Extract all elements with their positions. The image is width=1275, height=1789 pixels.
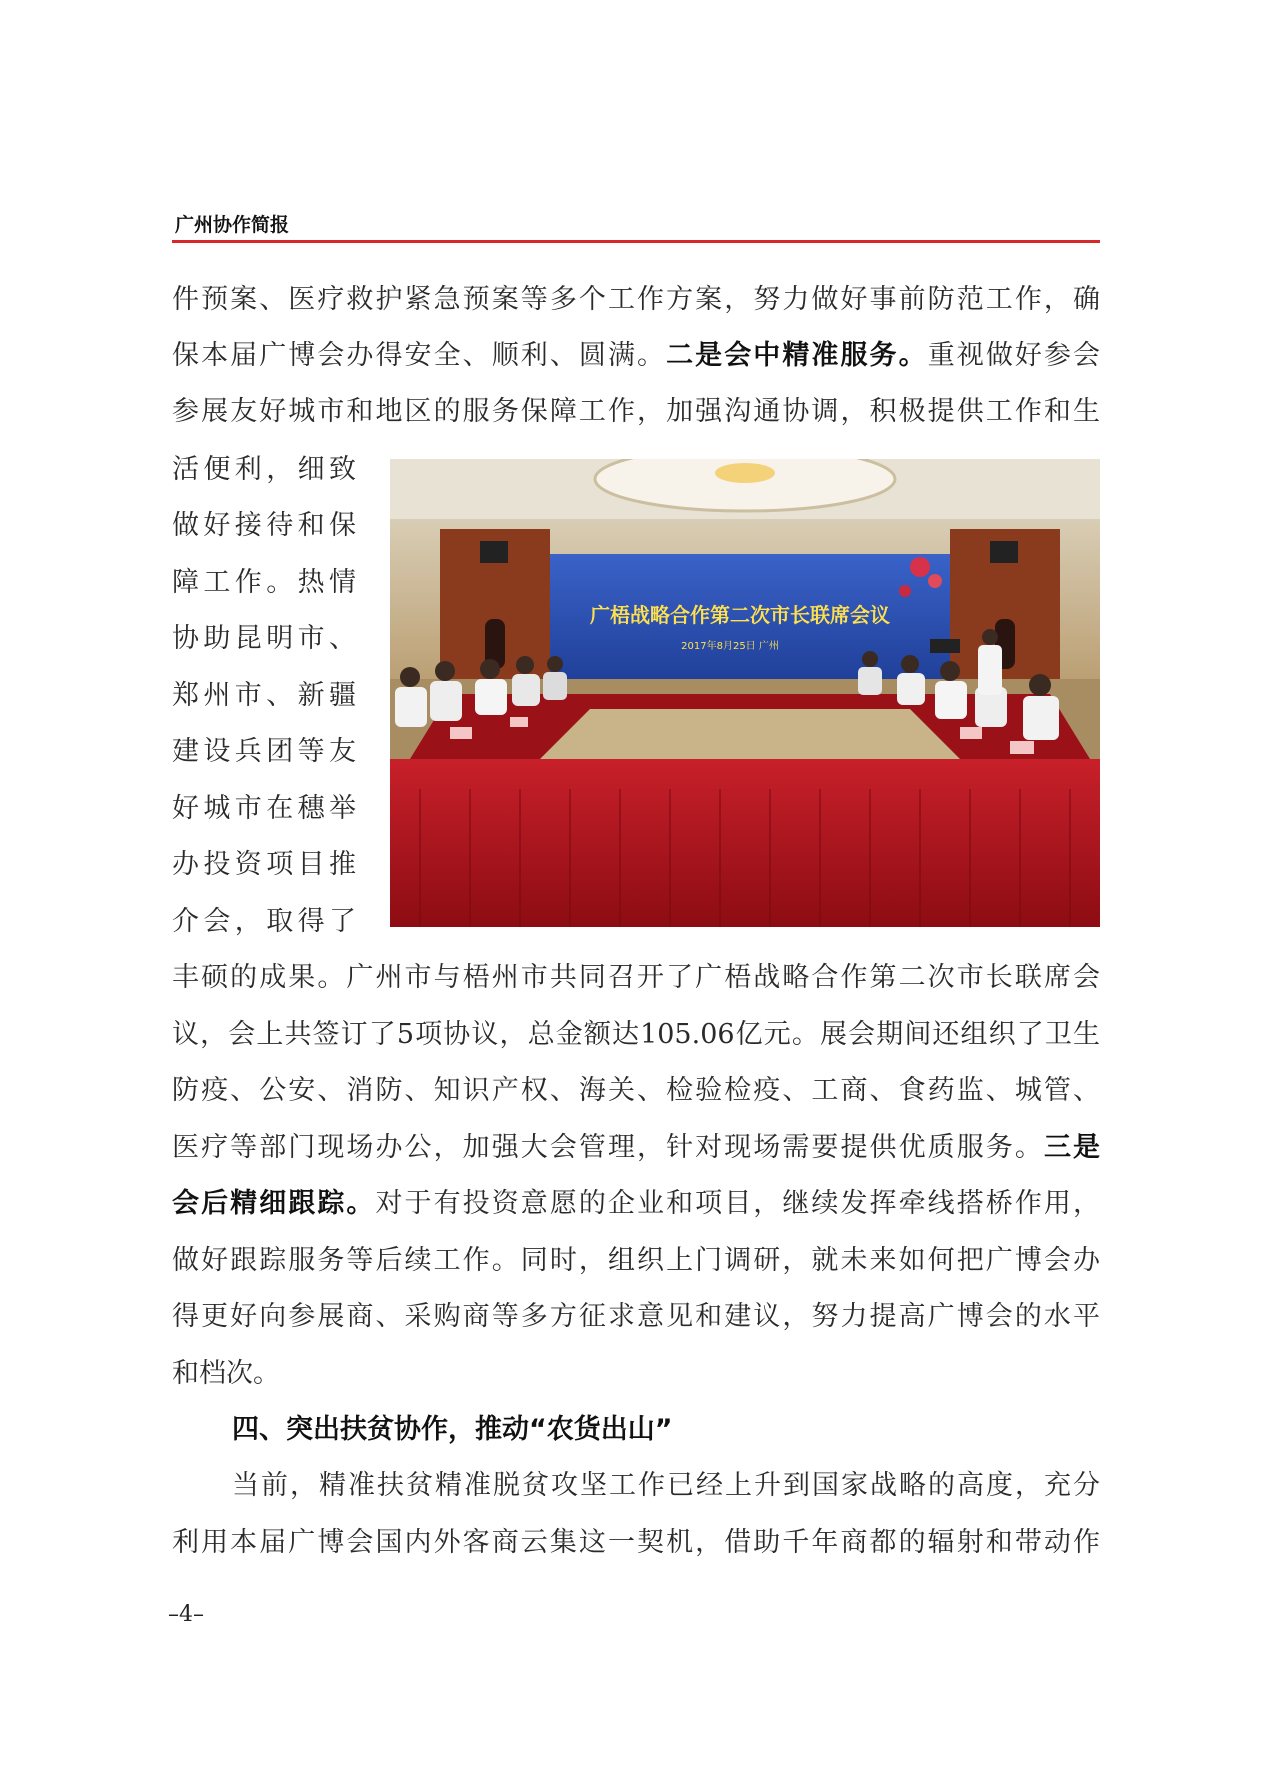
wrap-line: 介会，取得了 xyxy=(172,906,356,937)
bold-phrase: 三是 xyxy=(1043,1132,1101,1163)
body-line: 议，会上共签订了5项协议，总金额达105.06亿元。展会期间还组织了卫生 xyxy=(172,1019,1100,1050)
meeting-photo xyxy=(390,459,1100,927)
body-line xyxy=(172,1130,1100,1166)
speaker-left xyxy=(480,541,508,563)
page-number: –4– xyxy=(168,1602,204,1627)
chandelier xyxy=(715,463,775,483)
plum-blossom xyxy=(899,585,911,597)
center-carpet xyxy=(540,709,960,759)
wrap-line: 办投资项目推 xyxy=(172,849,356,880)
camera xyxy=(930,639,960,653)
text-run: 保本届广博会办得安全、顺利、圆满。 xyxy=(172,340,667,371)
header-divider xyxy=(172,240,1100,243)
body-line: 得更好向参展商、采购商等多方征求意见和建议，努力提高广博会的水平 xyxy=(172,1301,1100,1332)
bold-phrase: 会后精细跟踪。 xyxy=(172,1188,376,1219)
text-run: 医疗等部门现场办公，加强大会管理，针对现场需要提供优质服务。 xyxy=(172,1132,1044,1163)
text-run: 重视做好参会 xyxy=(927,340,1101,371)
plum-blossom xyxy=(910,557,930,577)
body-line: 利用本届广博会国内外客商云集这一契机，借助千年商都的辐射和带动作 xyxy=(172,1527,1100,1558)
tablecloth-front xyxy=(390,759,1100,927)
name-card xyxy=(510,717,528,727)
wrap-line: 建设兵团等友 xyxy=(172,736,356,767)
section-heading: 四、突出扶贫协作，推动“农货出山” xyxy=(232,1414,673,1445)
meeting-photo-drawing xyxy=(390,459,1100,927)
publication-title: 广州协作简报 xyxy=(175,214,290,236)
body-line: 防疫、公安、消防、知识产权、海关、检验检疫、工商、食药监、城管、 xyxy=(172,1075,1100,1106)
wrap-line: 做好接待和保 xyxy=(172,510,356,541)
text-run: 对于有投资意愿的企业和项目，继续发挥牵线搭桥作用， xyxy=(375,1188,1101,1219)
name-card xyxy=(960,727,982,739)
body-line: 丰硕的成果。广州市与梧州市共同召开了广梧战略合作第二次市长联席会 xyxy=(172,962,1100,993)
bold-phrase: 二是会中精准服务。 xyxy=(666,340,928,371)
wrap-line: 好城市在穗举 xyxy=(172,793,356,824)
body-line: 当前，精准扶贫精准脱贫攻坚工作已经上升到国家战略的高度，充分 xyxy=(232,1470,1100,1501)
name-card xyxy=(450,727,472,739)
wrap-line: 郑州市、新疆 xyxy=(172,680,356,711)
body-line xyxy=(172,338,1100,374)
banner-date: 2017年8月25日 广州 xyxy=(681,641,779,652)
body-line: 和档次。 xyxy=(172,1358,280,1389)
banner-title: 广梧战略合作第二次市长联席会议 xyxy=(590,603,890,627)
plum-blossom xyxy=(928,574,942,588)
body-line xyxy=(172,1186,1100,1222)
wrap-line: 协助昆明市、 xyxy=(172,623,356,654)
body-line: 参展友好城市和地区的服务保障工作，加强沟通协调，积极提供工作和生 xyxy=(172,396,1100,427)
body-line: 做好跟踪服务等后续工作。同时，组织上门调研，就未来如何把广博会办 xyxy=(172,1245,1100,1276)
speaker-right xyxy=(990,541,1018,563)
body-line: 件预案、医疗救护紧急预案等多个工作方案，努力做好事前防范工作，确 xyxy=(172,284,1100,315)
wrap-line: 活便利，细致 xyxy=(172,454,356,485)
wrap-line: 障工作。热情 xyxy=(172,567,356,598)
name-card xyxy=(1010,741,1034,754)
